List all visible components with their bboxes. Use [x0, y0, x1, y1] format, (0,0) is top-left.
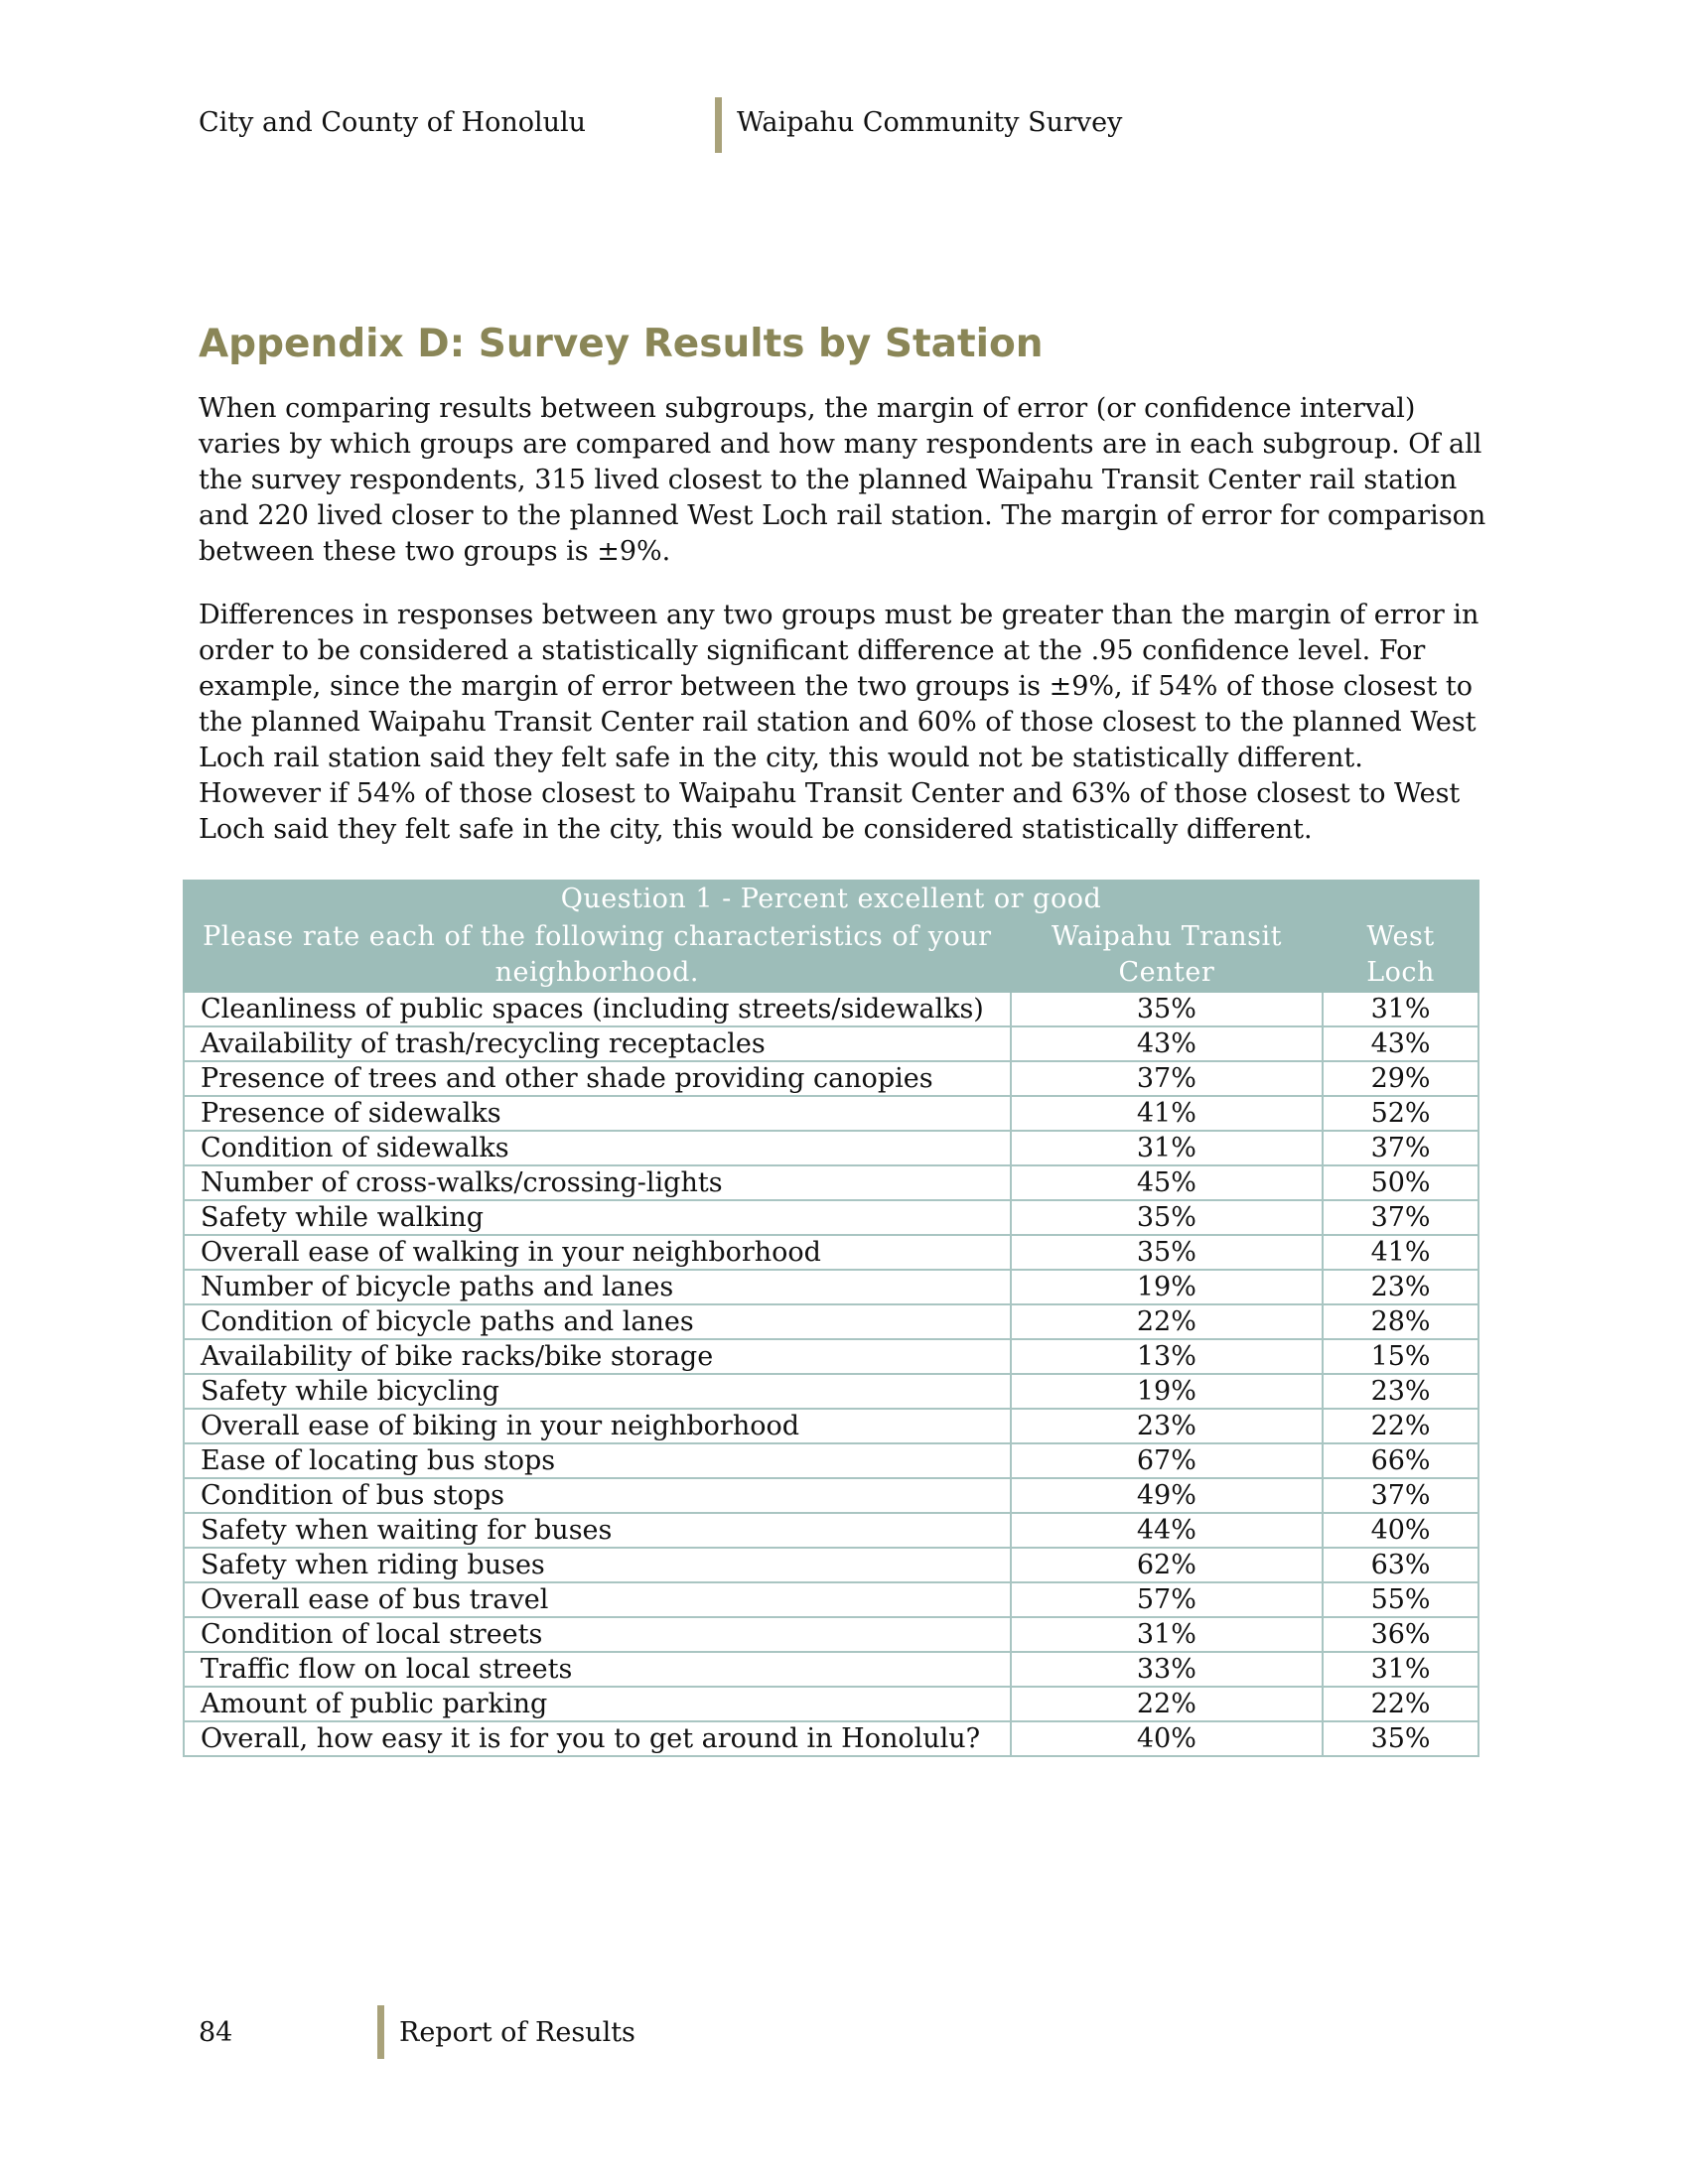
header-organization: City and County of Honolulu — [199, 107, 587, 138]
table-row — [184, 1721, 1478, 1756]
row-label: Overall ease of biking in your neighborhood — [184, 1409, 1011, 1443]
row-label: Traffic flow on local streets — [184, 1652, 1011, 1687]
waipahu-value: 67% — [1011, 1443, 1324, 1478]
west-loch-value: 28% — [1323, 1304, 1478, 1339]
table-row — [184, 1165, 1478, 1200]
waipahu-value: 13% — [1011, 1339, 1324, 1374]
waipahu-value: 19% — [1011, 1374, 1324, 1409]
results-table-body — [184, 992, 1478, 1756]
table-row — [184, 1409, 1478, 1443]
waipahu-value: 31% — [1011, 1131, 1324, 1165]
row-label: Safety when riding buses — [184, 1548, 1011, 1582]
page-title: Appendix D: Survey Results by Station — [199, 322, 1044, 366]
column-header-west-loch: West Loch — [1323, 918, 1478, 992]
table-row — [184, 1548, 1478, 1582]
west-loch-value: 15% — [1323, 1339, 1478, 1374]
west-loch-value: 23% — [1323, 1374, 1478, 1409]
row-label: Availability of trash/recycling receptacles — [184, 1026, 1011, 1061]
table-row — [184, 1443, 1478, 1478]
row-label: Availability of bike racks/bike storage — [184, 1339, 1011, 1374]
west-loch-value: 31% — [1323, 1652, 1478, 1687]
west-loch-value: 29% — [1323, 1061, 1478, 1096]
table-row — [184, 1270, 1478, 1304]
footer-section-title: Report of Results — [399, 2017, 635, 2048]
table-caption: Question 1 - Percent excellent or good — [184, 881, 1478, 918]
row-label: Condition of sidewalks — [184, 1131, 1011, 1165]
row-label: Safety while walking — [184, 1200, 1011, 1235]
waipahu-value: 43% — [1011, 1026, 1324, 1061]
waipahu-value: 49% — [1011, 1478, 1324, 1513]
table-row — [184, 1200, 1478, 1235]
row-label: Condition of bicycle paths and lanes — [184, 1304, 1011, 1339]
intro-paragraph: When comparing results between subgroups, the margin of error (or confidence interval) varies by which groups are compared and how many respondents are in each subgroup. Of all the survey respondents, 315 lived closest to the planned Waipahu Transit Center rail station and 220 lived closer to the planned West Loch rail station. The margin of error for comparison between these two groups is ±9%. — [199, 393, 1486, 567]
west-loch-value: 50% — [1323, 1165, 1478, 1200]
west-loch-value: 40% — [1323, 1513, 1478, 1548]
table-row — [184, 1235, 1478, 1270]
row-label: Safety while bicycling — [184, 1374, 1011, 1409]
row-label: Presence of sidewalks — [184, 1096, 1011, 1131]
waipahu-value: 22% — [1011, 1304, 1324, 1339]
row-label: Overall, how easy it is for you to get around in Honolulu? — [184, 1721, 1011, 1756]
row-label: Overall ease of bus travel — [184, 1582, 1011, 1617]
row-label: Amount of public parking — [184, 1687, 1011, 1721]
table-row — [184, 1687, 1478, 1721]
waipahu-value: 35% — [1011, 992, 1324, 1026]
significance-paragraph: Differences in responses between any two groups must be greater than the margin of error in order to be considered a statistically significant difference at the .95 confidence level. For example, since the margin of error between the two groups is ±9%, if 54% of those closest to the planned Waipahu Transit Center rail station and 60% of those closest to the planned West Loch rail station said they felt safe in the city, this would not be statistically different. However if 54% of those closest to Waipahu Transit Center and 63% of those closest to West Loch said they felt safe in the city, this would be considered statistically different. — [199, 600, 1479, 845]
waipahu-value: 57% — [1011, 1582, 1324, 1617]
waipahu-value: 35% — [1011, 1200, 1324, 1235]
waipahu-value: 45% — [1011, 1165, 1324, 1200]
west-loch-value: 37% — [1323, 1200, 1478, 1235]
waipahu-value: 19% — [1011, 1270, 1324, 1304]
row-label: Cleanliness of public spaces (including streets/sidewalks) — [184, 992, 1011, 1026]
waipahu-value: 41% — [1011, 1096, 1324, 1131]
table-row — [184, 1617, 1478, 1652]
waipahu-value: 22% — [1011, 1687, 1324, 1721]
waipahu-value: 23% — [1011, 1409, 1324, 1443]
west-loch-value: 37% — [1323, 1131, 1478, 1165]
results-table-header — [184, 881, 1478, 992]
header-divider-bar — [715, 97, 722, 153]
waipahu-value: 44% — [1011, 1513, 1324, 1548]
table-row — [184, 1096, 1478, 1131]
row-label: Overall ease of walking in your neighborhood — [184, 1235, 1011, 1270]
column-header-characteristic: Please rate each of the following characteristics of your neighborhood. — [184, 918, 1011, 992]
waipahu-value: 31% — [1011, 1617, 1324, 1652]
west-loch-value: 55% — [1323, 1582, 1478, 1617]
west-loch-value: 41% — [1323, 1235, 1478, 1270]
west-loch-value: 22% — [1323, 1687, 1478, 1721]
west-loch-value: 63% — [1323, 1548, 1478, 1582]
waipahu-value: 40% — [1011, 1721, 1324, 1756]
west-loch-value: 35% — [1323, 1721, 1478, 1756]
west-loch-value: 31% — [1323, 992, 1478, 1026]
table-row — [184, 1652, 1478, 1687]
waipahu-value: 62% — [1011, 1548, 1324, 1582]
table-row — [184, 1478, 1478, 1513]
west-loch-value: 66% — [1323, 1443, 1478, 1478]
column-header-waipahu: Waipahu Transit Center — [1011, 918, 1324, 992]
table-row — [184, 1304, 1478, 1339]
waipahu-value: 33% — [1011, 1652, 1324, 1687]
waipahu-value: 35% — [1011, 1235, 1324, 1270]
row-label: Condition of local streets — [184, 1617, 1011, 1652]
table-row — [184, 1582, 1478, 1617]
waipahu-value: 37% — [1011, 1061, 1324, 1096]
table-row — [184, 1374, 1478, 1409]
table-row — [184, 1131, 1478, 1165]
row-label: Condition of bus stops — [184, 1478, 1011, 1513]
table-row — [184, 1339, 1478, 1374]
west-loch-value: 43% — [1323, 1026, 1478, 1061]
west-loch-value: 37% — [1323, 1478, 1478, 1513]
row-label: Safety when waiting for buses — [184, 1513, 1011, 1548]
row-label: Number of cross-walks/crossing-lights — [184, 1165, 1011, 1200]
table-row — [184, 1026, 1478, 1061]
row-label: Ease of locating bus stops — [184, 1443, 1011, 1478]
row-label: Number of bicycle paths and lanes — [184, 1270, 1011, 1304]
footer-divider-bar — [377, 2005, 384, 2059]
west-loch-value: 23% — [1323, 1270, 1478, 1304]
west-loch-value: 22% — [1323, 1409, 1478, 1443]
header-document-title: Waipahu Community Survey — [737, 107, 1123, 138]
row-label: Presence of trees and other shade providing canopies — [184, 1061, 1011, 1096]
table-row — [184, 1061, 1478, 1096]
west-loch-value: 36% — [1323, 1617, 1478, 1652]
page-number: 84 — [199, 2017, 233, 2048]
table-row — [184, 1513, 1478, 1548]
results-table — [183, 880, 1479, 1757]
west-loch-value: 52% — [1323, 1096, 1478, 1131]
table-row — [184, 992, 1478, 1026]
